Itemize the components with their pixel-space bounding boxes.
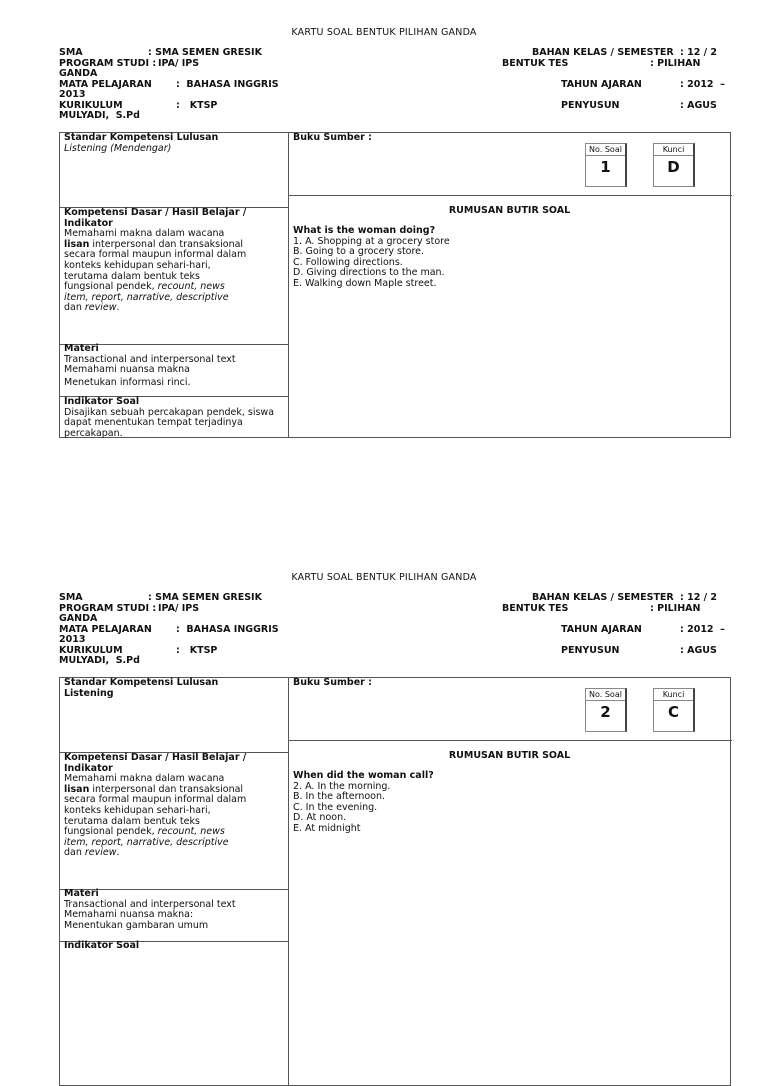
kd-line-part: fungsional pendek,	[64, 826, 158, 838]
kd-section	[64, 753, 284, 859]
kd-line-part: interpersonal dan transaksional	[89, 783, 244, 795]
kd-line-part: dan	[64, 847, 85, 859]
indikator-heading: Indikator Soal	[64, 396, 140, 407]
kd-heading: Kompetensi Dasar / Hasil Belajar / Indikator	[64, 752, 247, 774]
materi-section	[64, 889, 236, 931]
card-title: KARTU SOAL BENTUK PILIHAN GANDA	[291, 572, 477, 583]
kunci-value: C	[667, 703, 679, 721]
penyusun-label: PENYUSUN	[561, 100, 620, 111]
column-divider	[288, 133, 289, 437]
option: 2. A. In the morning.	[293, 780, 391, 792]
mapel-value: : BAHASA INGGRIS	[176, 79, 279, 90]
kurikulum-cont: MULYADI, S.Pd	[59, 110, 140, 121]
buku-label: Buku Sumber :	[293, 677, 372, 688]
kurikulum-label: KURIKULUM	[59, 645, 123, 656]
rumusan-heading: RUMUSAN BUTIR SOAL	[448, 205, 571, 216]
program-cont: GANDA	[59, 68, 98, 79]
bentuk-value: : PILIHAN	[650, 58, 701, 69]
rumusan-heading: RUMUSAN BUTIR SOAL	[448, 750, 571, 761]
kd-line-part: fungsional pendek,	[64, 281, 158, 293]
buku-sumber	[293, 678, 372, 689]
penyusun-value: : AGUS	[680, 100, 717, 111]
skl-section	[64, 678, 218, 699]
no-soal-box	[585, 688, 627, 732]
option: D. At noon.	[293, 812, 347, 824]
tahun-value: : 2012 –	[680, 79, 725, 90]
mapel-label: MATA PELAJARAN	[59, 624, 152, 635]
program-value: IPA/ IPS	[158, 603, 200, 614]
kd-heading: Kompetensi Dasar / Hasil Belajar / Indikator	[64, 207, 247, 229]
option: B. Going to a grocery store.	[293, 246, 425, 258]
option: E. Walking down Maple street.	[293, 277, 437, 289]
buku-sumber	[293, 133, 372, 144]
materi-line: Memahami nuansa makna:	[64, 909, 194, 921]
bahan-label: BAHAN KELAS / SEMESTER	[532, 47, 674, 58]
kurikulum-label: KURIKULUM	[59, 100, 123, 111]
kunci-box	[653, 688, 695, 732]
bentuk-label: BENTUK TES	[502, 603, 569, 614]
indikator-line: Disajikan sebuah percakapan pendek, siswa	[64, 406, 275, 418]
sma-value: : SMA SEMEN GRESIK	[148, 592, 262, 603]
materi-line: Menetukan informasi rinci.	[64, 376, 191, 388]
materi-heading: Materi	[64, 343, 99, 354]
question-card-2	[0, 545, 768, 1057]
option: 1. A. Shopping at a grocery store	[293, 235, 450, 247]
question-text: When did the woman call?	[293, 770, 434, 781]
question-card-1	[0, 0, 768, 512]
tahun-label: TAHUN AJARAN	[561, 624, 642, 635]
kd-line: Memahami makna dalam wacana	[64, 773, 225, 785]
no-soal-label: No. Soal	[586, 144, 625, 156]
card-title: KARTU SOAL BENTUK PILIHAN GANDA	[291, 27, 477, 38]
kd-lisan: lisan	[64, 238, 90, 250]
option: B. In the afternoon.	[293, 791, 386, 803]
kurikulum-cont: MULYADI, S.Pd	[59, 655, 140, 666]
question-block	[293, 771, 434, 835]
question-block	[293, 226, 450, 290]
kd-line: terutama dalam bentuk teks	[64, 815, 200, 827]
row-divider	[288, 740, 732, 741]
option: C. Following directions.	[293, 256, 403, 268]
kd-line: secara formal maupun informal dalam	[64, 249, 247, 261]
kd-lisan: lisan	[64, 783, 90, 795]
skl-section	[64, 133, 218, 154]
mapel-cont: 2013	[59, 634, 86, 645]
indikator-section	[64, 397, 274, 439]
no-soal-value: 1	[600, 158, 611, 176]
program-label: PROGRAM STUDI :	[59, 603, 157, 614]
option: C. In the evening.	[293, 801, 378, 813]
kd-line-italic: recount, news	[157, 826, 225, 838]
kd-line-part: interpersonal dan transaksional	[89, 238, 244, 250]
materi-line: Transactional and interpersonal text	[64, 353, 236, 365]
kd-line: konteks kehidupan sehari-hari,	[64, 804, 211, 816]
penyusun-value: : AGUS	[680, 645, 717, 656]
no-soal-box	[585, 143, 627, 187]
mapel-cont: 2013	[59, 89, 86, 100]
materi-heading: Materi	[64, 888, 99, 899]
buku-label: Buku Sumber :	[293, 132, 372, 143]
kunci-box	[653, 143, 695, 187]
indikator-section	[64, 941, 139, 952]
sma-label: SMA	[59, 592, 83, 603]
kd-line: konteks kehidupan sehari-hari,	[64, 259, 211, 271]
skl-heading: Standar Kompetensi Lulusan	[64, 132, 219, 143]
indikator-line: dapat menentukan tempat terjadinya	[64, 417, 243, 429]
sma-label: SMA	[59, 47, 83, 58]
kd-line-italic: recount, news	[157, 281, 225, 293]
skl-heading: Standar Kompetensi Lulusan	[64, 677, 219, 688]
indikator-line: percakapan.	[64, 427, 123, 439]
mapel-value: : BAHASA INGGRIS	[176, 624, 279, 635]
bentuk-value: : PILIHAN	[650, 603, 701, 614]
kurikulum-value: : KTSP	[176, 645, 218, 656]
program-label: PROGRAM STUDI :	[59, 58, 157, 69]
kd-line: secara formal maupun informal dalam	[64, 794, 247, 806]
row-divider	[288, 195, 732, 196]
penyusun-label: PENYUSUN	[561, 645, 620, 656]
bahan-label: BAHAN KELAS / SEMESTER	[532, 592, 674, 603]
materi-line: Menentukan gambaran umum	[64, 919, 209, 931]
kd-line: item, report, narrative, descriptive	[64, 291, 229, 303]
kd-line	[64, 848, 284, 859]
option: E. At midnight	[293, 822, 361, 834]
kd-line-italic: review	[84, 302, 117, 314]
option: D. Giving directions to the man.	[293, 267, 445, 279]
skl-text: Listening (Mendengar)	[64, 142, 172, 154]
no-soal-value: 2	[600, 703, 611, 721]
kd-line	[64, 303, 284, 314]
kunci-label: Kunci	[654, 689, 693, 701]
kunci-value: D	[667, 158, 680, 176]
kd-line-part: .	[116, 847, 120, 859]
bentuk-label: BENTUK TES	[502, 58, 569, 69]
indikator-heading: Indikator Soal	[64, 940, 140, 951]
materi-section	[64, 344, 236, 388]
bahan-value: : 12 / 2	[680, 592, 718, 603]
materi-line: Transactional and interpersonal text	[64, 898, 236, 910]
question-text: What is the woman doing?	[293, 225, 436, 236]
kunci-label: Kunci	[654, 144, 693, 156]
no-soal-label: No. Soal	[586, 689, 625, 701]
kurikulum-value: : KTSP	[176, 100, 218, 111]
kd-line-italic: review	[84, 847, 117, 859]
kd-line: Memahami makna dalam wacana	[64, 228, 225, 240]
card-table	[59, 677, 731, 1086]
sma-value: : SMA SEMEN GRESIK	[148, 47, 262, 58]
program-cont: GANDA	[59, 613, 98, 624]
kd-line-part: dan	[64, 302, 85, 314]
kd-section	[64, 208, 284, 314]
program-value: IPA/ IPS	[158, 58, 200, 69]
kd-line-part: .	[116, 302, 120, 314]
tahun-label: TAHUN AJARAN	[561, 79, 642, 90]
tahun-value: : 2012 –	[680, 624, 725, 635]
bahan-value: : 12 / 2	[680, 47, 718, 58]
kd-line: item, report, narrative, descriptive	[64, 836, 229, 848]
skl-text: Listening	[64, 687, 114, 699]
mapel-label: MATA PELAJARAN	[59, 79, 152, 90]
kd-line: terutama dalam bentuk teks	[64, 270, 200, 282]
materi-line: Memahami nuansa makna	[64, 364, 190, 376]
